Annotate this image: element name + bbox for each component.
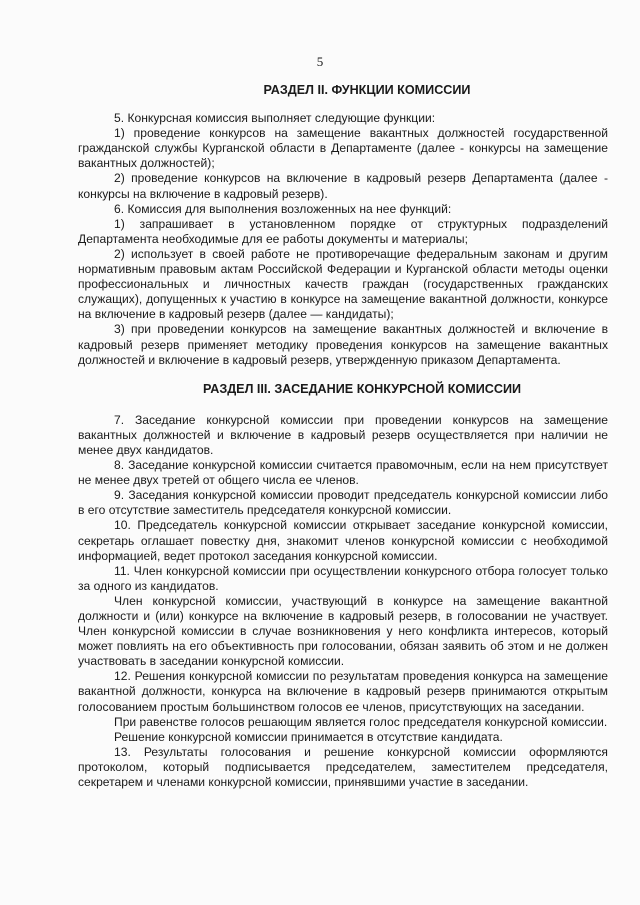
page-number: 5: [316, 54, 324, 69]
paragraph: 9. Заседания конкурсной комиссии проводит председатель конкурсной комиссии либо в его отсутствие заместитель председателя конкурсной комиссии.: [78, 488, 608, 518]
paragraph: Член конкурсной комиссии, участвующий в конкурсе на замещение вакантной должности и (или) конкурсе на включение в кадровый резерв, в голосовании не участвует. Член конкурсной комиссии в случае возникновения у него конфликта интересов, который может повлиять на его объективность при голосовании, обязан заявить об этом и не должен участвовать в заседании конкурсной комиссии.: [78, 593, 608, 669]
paragraph: 6. Комиссия для выполнения возложенных на нее функций:: [114, 201, 452, 216]
section-2-heading: РАЗДЕЛ II. ФУНКЦИИ КОМИССИИ: [263, 83, 471, 97]
paragraph: 10. Председатель конкурсной комиссии открывает заседание конкурсной комиссии, секретарь оглашает повестку дня, знакомит членов конкурсной комиссии с необходимой информацией, ведет протокол заседания конкурсной комиссии.: [78, 518, 608, 563]
document-body: [78, 83, 608, 790]
paragraph: 1) проведение конкурсов на замещение вакантных должностей государственной гражданской службы Курганской области в Департаменте (далее - конкурсы на замещение вакантных должностей);: [78, 126, 608, 171]
paragraph: 3) при проведении конкурсов на замещение вакантных должностей и включение в кадровый резерв применяет методику проведения конкурсов на замещение вакантных должностей и включение в кадровый резерв, утвержденную приказом Департамента.: [78, 322, 608, 367]
paragraph: 11. Член конкурсной комиссии при осуществлении конкурсного отбора голосует только за одного из кандидатов.: [78, 563, 608, 593]
paragraph: 2) проведение конкурсов на включение в кадровый резерв Департамента (далее - конкурсы на включение в кадровый резерв).: [78, 171, 608, 201]
paragraph: 12. Решения конкурсной комиссии по результатам проведения конкурса на замещение вакантной должности, конкурса на включение в кадровый резерв принимаются открытым голосованием простым большинством голосов ее членов, присутствующих на заседании.: [78, 669, 608, 714]
paragraph: 2) использует в своей работе не противоречащие федеральным законам и другим нормативным правовым актам Российской Федерации и Курганской области методы оценки профессиональных и личностных качеств граждан (государственных гражданских служащих), допущенных к участию в конкурсе на замещение вакантной должности, конкурсе на включение в кадровый резерв (далее — кандидаты);: [78, 246, 608, 322]
section-3-heading: РАЗДЕЛ III. ЗАСЕДАНИЕ КОНКУРСНОЙ КОМИССИИ: [202, 381, 522, 396]
paragraph: 5. Конкурсная комиссия выполняет следующие функции:: [114, 111, 436, 126]
paragraph: 7. Заседание конкурсной комиссии при проведении конкурсов на замещение вакантных должностей и включение в кадровый резерв осуществляется при наличии не менее двух кандидатов.: [78, 412, 608, 457]
section-2-body: [78, 111, 608, 368]
paragraph: При равенстве голосов решающим является голос председателя конкурсной комиссии.: [114, 714, 608, 729]
paragraph: 13. Результаты голосования и решение конкурсной комиссии оформляются протоколом, который подписывается председателем, заместителем председателя, секретарем и членами конкурсной комиссии, принявшими участие в заседании.: [78, 744, 608, 790]
paragraph: 1) запрашивает в установленном порядке от структурных подразделений Департамента необходимые для ее работы документы и материалы;: [78, 216, 608, 246]
paragraph: 8. Заседание конкурсной комиссии считается правомочным, если на нем присутствует не менее двух третей от общего числа ее членов.: [78, 458, 608, 488]
paragraph: Решение конкурсной комиссии принимается в отсутствие кандидата.: [114, 729, 503, 744]
section-3-body: [78, 413, 608, 790]
